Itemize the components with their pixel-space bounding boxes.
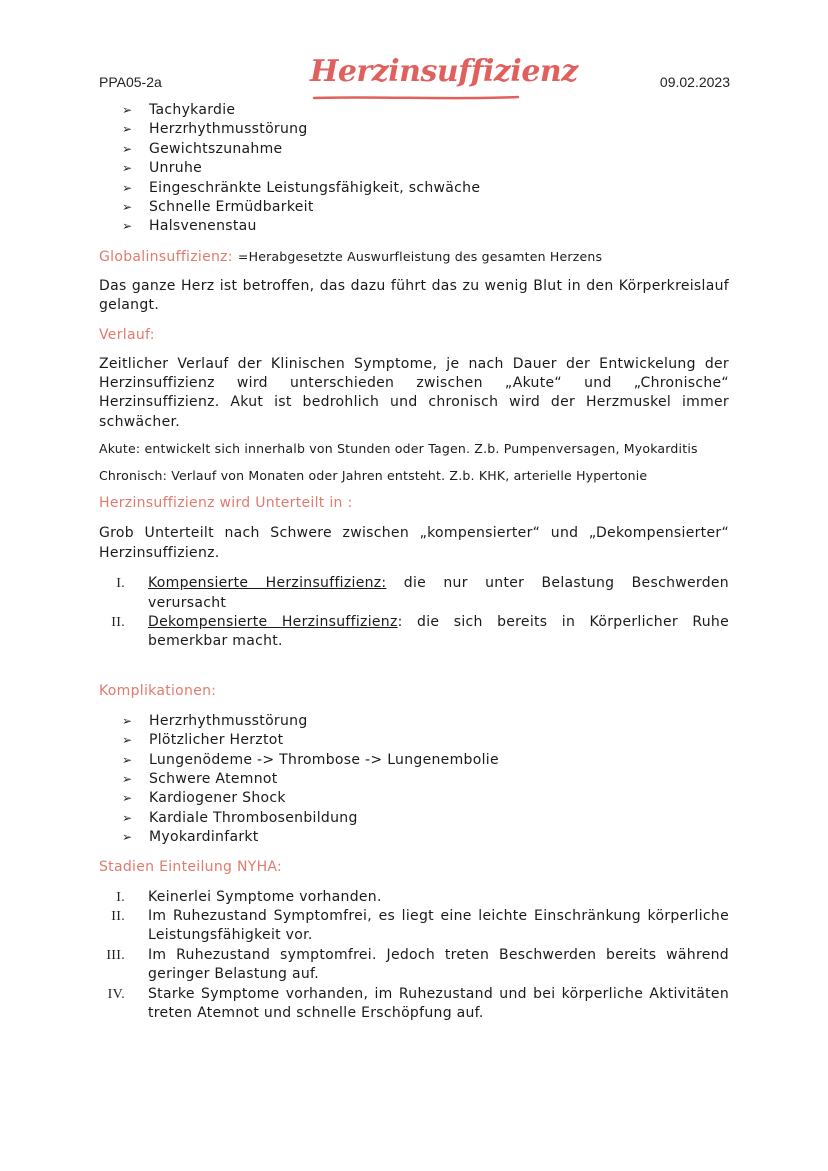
list-item: ➢ Plötzlicher Herztot	[122, 731, 729, 750]
symptom-list	[99, 101, 729, 237]
list-item: ➢ Schnelle Ermüdbarkeit	[122, 198, 729, 217]
global-definition: =Herabgesetzte Auswurfleistung des gesamten Herzens	[237, 248, 603, 264]
akute-text: Akute: entwickelt sich innerhalb von Stunden oder Tagen. Z.b. Pumpenversagen, Myokarditis	[99, 441, 698, 457]
list-item: IV. Starke Symptome vorhanden, im Ruhezustand und bei körperliche Aktivitäten treten Atemnot und schnelle Erschöpfung auf.	[107, 985, 729, 1021]
document-body	[99, 101, 729, 1023]
arrowhead-bullet-icon: ➢	[122, 791, 133, 806]
term: Dekompensierte Herzinsuffizienz	[148, 613, 398, 630]
einteilung-list	[99, 574, 729, 652]
arrowhead-bullet-icon: ➢	[122, 200, 133, 215]
list-item: III. Im Ruhezustand symptomfrei. Jedoch treten Beschwerden bereits während geringer Belastung auf.	[106, 946, 729, 983]
list-item: ➢ Unruhe	[122, 159, 729, 178]
page-title: Herzinsuffizienz	[310, 54, 578, 89]
list-item: ➢ Herzrhythmusstörung	[122, 712, 729, 731]
list-item: ➢ Eingeschränkte Leistungsfähigkeit, schwäche	[122, 179, 729, 198]
global-heading-line	[99, 246, 729, 267]
section-heading: Verlauf:	[99, 326, 155, 343]
arrowhead-bullet-icon: ➢	[122, 733, 133, 748]
arrowhead-bullet-icon: ➢	[122, 161, 133, 176]
arrowhead-bullet-icon: ➢	[122, 141, 133, 156]
nyha-list	[99, 888, 729, 1024]
list-item: ➢ Gewichtszunahme	[122, 140, 729, 159]
section-heading: Herzinsuffizienz wird Unterteilt in :	[99, 495, 353, 512]
list-item: I. Keinerlei Symptome vorhanden.	[116, 888, 382, 905]
chronisch-text: Chronisch: Verlauf von Monaten oder Jahren entsteht. Z.b. KHK, arterielle Hypertonie	[99, 468, 648, 484]
list-item: ➢ Schwere Atemnot	[122, 770, 729, 789]
document-date: 09.02.2023	[659, 74, 730, 90]
arrowhead-bullet-icon: ➢	[122, 103, 133, 117]
course-code: PPA05-2a	[99, 74, 162, 90]
section-heading: Stadien Einteilung NYHA:	[99, 858, 283, 875]
list-item: ➢ Halsvenenstau	[122, 217, 729, 236]
arrowhead-bullet-icon: ➢	[122, 219, 133, 234]
section-heading: Globalinsuffizienz:	[99, 248, 233, 265]
list-item: ➢ Myokardinfarkt	[122, 828, 729, 847]
arrowhead-bullet-icon: ➢	[122, 771, 133, 786]
term: Kompensierte Herzinsuffizienz:	[148, 575, 387, 592]
list-item: ➢ Kardiogener Shock	[122, 789, 729, 808]
list-item: ➢ Kardiale Thrombosenbildung	[122, 809, 729, 828]
list-item: II. Dekompensierte Herzinsuffizienz: die sich bereits in Körperlicher Ruhe bemerkbar macht.	[111, 613, 729, 650]
arrowhead-bullet-icon: ➢	[122, 713, 133, 728]
list-item: ➢ Lungenödeme -> Thrombose -> Lungenembolie	[122, 751, 729, 770]
global-text: Das ganze Herz ist betroffen, das dazu führt das zu wenig Blut in den Körperkreislauf gelangt.	[99, 277, 729, 314]
arrowhead-bullet-icon: ➢	[122, 830, 133, 845]
arrowhead-bullet-icon: ➢	[122, 752, 133, 767]
list-item: ➢ Tachykardie	[122, 101, 729, 120]
einteilung-text: Grob Unterteilt nach Schwere zwischen „kompensierter“ und „Dekompensierter“ Herzinsuffizienz.	[99, 525, 729, 561]
verlauf-text: Zeitlicher Verlauf der Klinischen Symptome, je nach Dauer der Entwickelung der Herzinsuffizienz wird unterschieden zwischen „Akute“ und „Chronische“ Herzinsuffizienz. Akut ist bedrohlich und chronisch wird der Herzmuskel immer schwächer.	[99, 355, 729, 430]
complication-list	[99, 712, 729, 848]
arrowhead-bullet-icon: ➢	[122, 180, 133, 195]
section-heading: Komplikationen:	[99, 682, 217, 699]
list-item: II. Im Ruhezustand Symptomfrei, es liegt eine leichte Einschränkung körperliche Leistungsfähigkeit vor.	[111, 907, 729, 944]
arrowhead-bullet-icon: ➢	[122, 122, 133, 137]
list-item: I. Kompensierte Herzinsuffizienz: die nur unter Belastung Beschwerden verursacht	[116, 575, 729, 611]
list-item: ➢ Herzrhythmusstörung	[122, 120, 729, 139]
title-logo	[310, 52, 578, 102]
arrowhead-bullet-icon: ➢	[122, 810, 133, 825]
